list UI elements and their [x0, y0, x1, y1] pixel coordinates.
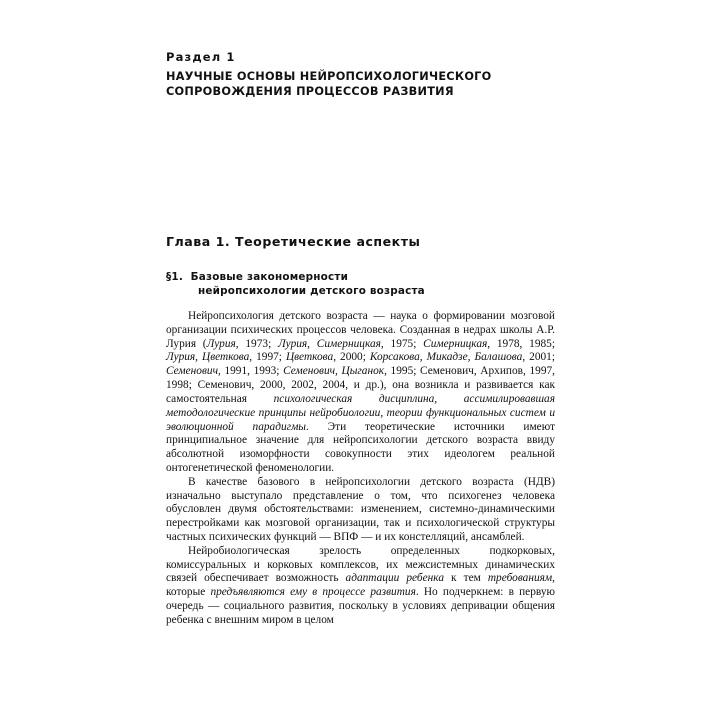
italic-run: предъявляются ему в процессе развития	[210, 586, 416, 599]
section-heading	[166, 270, 571, 298]
text-run: , 1975;	[380, 337, 424, 350]
section-number: §1.	[166, 271, 183, 283]
text-run: , 1973;	[235, 337, 278, 350]
italic-run: психологическая дисциплина, ассимилировавшая методологические принципы нейробиологии, теории функциональных систем и эволюционной парадигмы	[166, 392, 555, 433]
text-run: , 1991, 1993;	[217, 365, 284, 378]
italic-run: Корсакова, Микадзе, Балашова	[369, 351, 523, 364]
chapter-heading: Глава 1. Теоретические аспекты	[166, 234, 421, 249]
text-run: к тем	[444, 572, 488, 585]
text-run: Нейробиологическая зрелость определенных подкорковых, комиссуральных и корковых комплексов, их межсистемных динамических связей обеспечивает возможность	[166, 544, 555, 585]
text-run: . Но подчеркнем: в первую очередь — социального развития, поскольку в условиях депривации общения ребенка с внешним миром в целом	[166, 586, 555, 626]
italic-run: адаптации ребенка	[345, 572, 444, 585]
italic-run: Семенович, Цыганок	[283, 365, 385, 378]
italic-run: Лурия, Симерницкая	[278, 337, 381, 350]
italic-run: требованиям	[487, 572, 553, 585]
italic-run: Цветкова	[285, 351, 334, 364]
text-run: Нейропсихология детского возраста — наука о формировании мозговой организации психических процессов человека. Созданная в недрах школы А.Р. Лурия (	[166, 310, 555, 350]
part-header-block	[166, 50, 555, 99]
text-run: , которые	[166, 572, 555, 599]
part-label: Раздел 1	[166, 50, 236, 64]
text-run: , 1995; Семенович, Архипов, 1997, 1998; Семенович, 2000, 2002, 2004, и др.), она возникла и развивается как самостоятельная	[166, 365, 555, 405]
italic-run: Лурия, Цветкова	[166, 351, 250, 364]
section-title-line-1: Базовые закономерности	[190, 271, 349, 283]
text-run: , 1997;	[249, 351, 286, 364]
body-paragraph	[166, 545, 555, 628]
text-run: , 1978, 1985;	[487, 337, 555, 350]
body-text	[166, 310, 555, 628]
part-title-line-1: НАУЧНЫЕ ОСНОВЫ НЕЙРОПСИХОЛОГИЧЕСКОГО	[166, 70, 492, 83]
text-run: , 2000;	[333, 351, 370, 364]
text-run: , 2001;	[522, 351, 555, 364]
section-title-line-2: нейропсихологии детского возраста	[198, 285, 425, 298]
italic-run: Лурия	[206, 337, 236, 350]
part-title	[166, 70, 555, 99]
text-run: В качестве базового в нейропсихологии детского возраста (НДВ) изначально выступало представление о том, что психогенез человека обусловлен двумя обстоятельствами: изменением, системно-динамическими перестройками как мозговой организации, так и психологической структуры частных психических функций — ВПФ — и их констелляций, ансамблей.	[166, 475, 555, 543]
body-paragraph	[166, 310, 555, 476]
part-title-line-2: СОПРОВОЖДЕНИЯ ПРОЦЕССОВ РАЗВИТИЯ	[166, 84, 454, 98]
italic-run: Симерницкая	[423, 337, 488, 350]
italic-run: Семенович	[166, 365, 218, 378]
body-paragraph	[166, 476, 555, 545]
text-run: . Эти теоретические источники имеют принципиальное значение для нейропсихологии детского возраста ввиду абсолютной изоморфности совокупности этих идеологем реальной онтогенетической феноменологии.	[166, 420, 555, 474]
